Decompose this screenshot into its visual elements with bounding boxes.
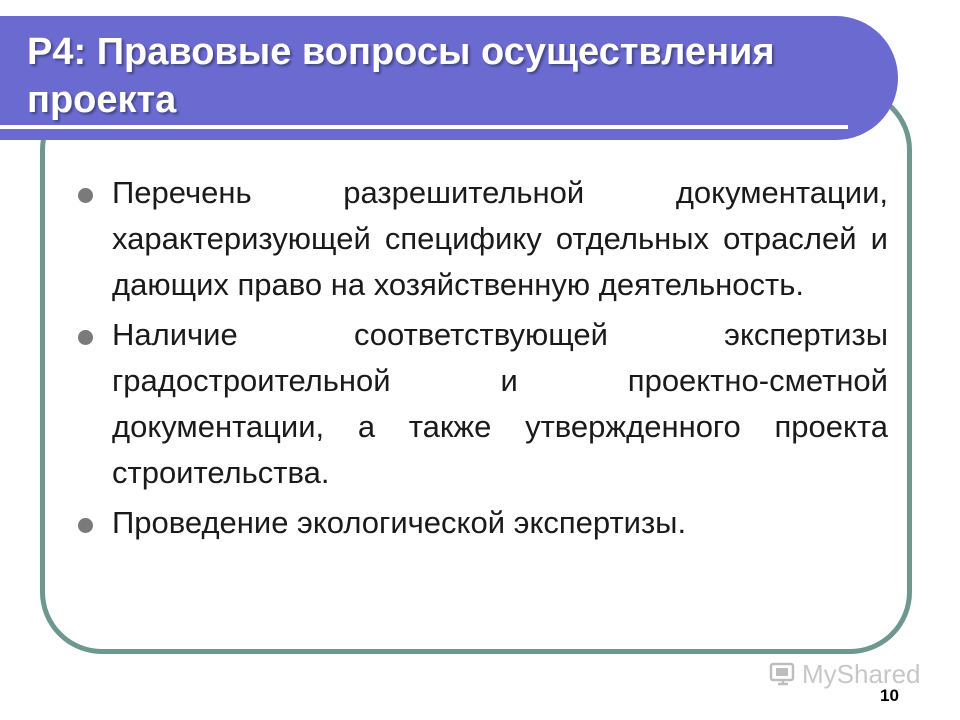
bullet-dot-icon xyxy=(78,330,93,345)
bullet-item xyxy=(72,170,888,308)
watermark-text: MyShared xyxy=(802,658,921,689)
title-underline xyxy=(0,125,848,129)
bullet-item xyxy=(72,500,888,546)
bullet-dot-icon xyxy=(78,188,93,203)
page-number: 10 xyxy=(880,686,899,705)
bullet-list xyxy=(72,170,888,550)
myshared-logo-icon xyxy=(768,659,798,689)
slide-title: Р4: Правовые вопросы осуществления проекта xyxy=(27,31,775,121)
bullet-text: Проведение экологической экспертизы. xyxy=(112,505,687,540)
bullet-item xyxy=(72,312,888,496)
bullet-text: Наличие соответствующей экспертизы градостроительной и проектно-сметной документации, а также утвержденного проекта строительства. xyxy=(112,317,888,490)
bullet-dot-icon xyxy=(78,518,93,533)
bullet-text: Перечень разрешительной документации, характеризующей специфику отдельных отраслей и дающих право на хозяйственную деятельность. xyxy=(112,175,888,302)
